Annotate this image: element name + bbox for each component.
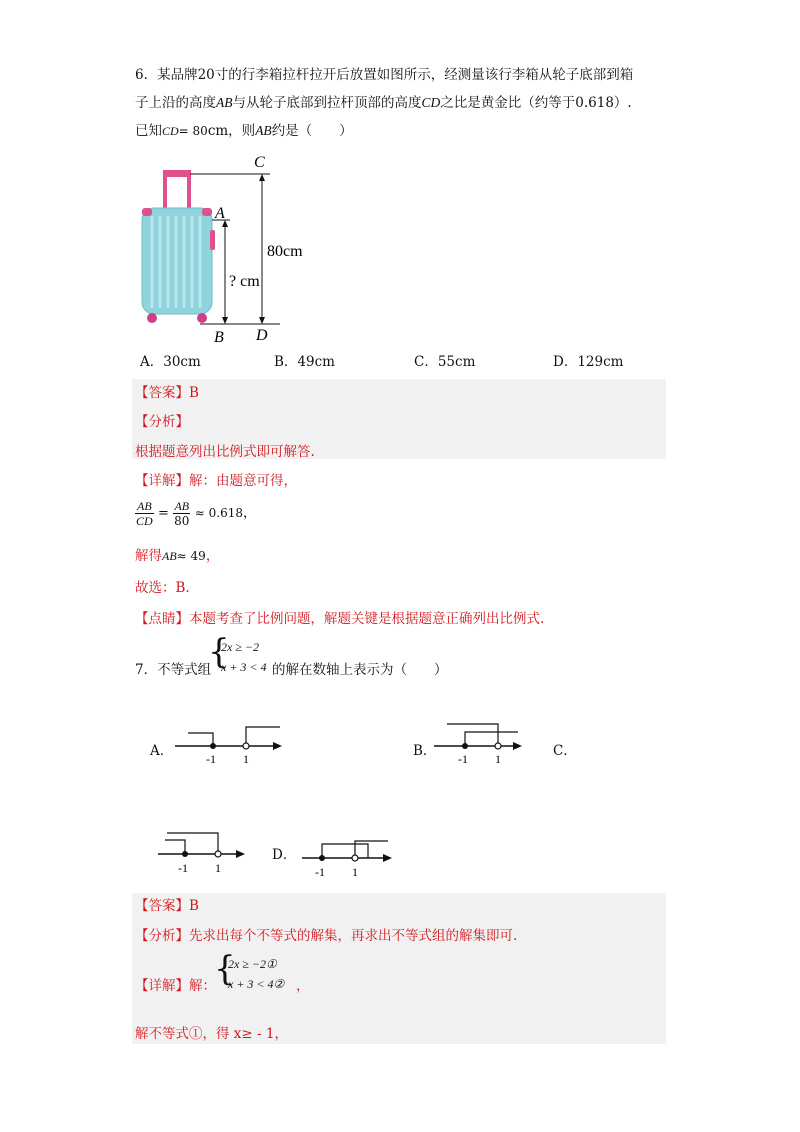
q7-step1: 解不等式①，得 x≥ - 1， <box>135 1026 288 1042</box>
q7-analysis: 【分析】先求出每个不等式的解集，再求出不等式组的解集即可. <box>135 928 518 944</box>
q7-system: 2x ≥ −2 x + 3 < 4 <box>221 640 267 674</box>
q7-detail-system: 2x ≥ −2① x + 3 < 4② <box>228 957 285 991</box>
q6-detail: 【详解】解：由题意可得， <box>135 473 297 489</box>
q6-stem-line1: 6．某品牌20寸的行李箱拉杆拉开后放置如图所示，经测量该行李箱从轮子底部到箱 <box>135 67 634 83</box>
q6-comment: 【点睛】本题考查了比例问题，解题关键是根据题意正确列出比例式. <box>135 611 545 627</box>
fraction-ab-cd: $\frac{AB}{CD}$ <box>136 499 153 528</box>
q7-detail-comma: ， <box>296 978 310 994</box>
suitcase-figure <box>130 150 310 350</box>
q6-analysis: 根据题意列出比例式即可解答. <box>135 444 315 460</box>
q6-stem-line3: 已知CD= 80cm，则AB约是（ ） <box>135 123 353 139</box>
label-c: C <box>254 154 265 171</box>
wheel-left <box>147 313 157 323</box>
q7-answer: 【答案】B <box>135 898 199 914</box>
label-b: B <box>214 329 224 346</box>
svg-text:-1: -1 <box>458 752 468 766</box>
label-80cm: 80cm <box>267 243 303 260</box>
svg-text:-1: -1 <box>178 861 188 875</box>
q6-option-c: C．55cm <box>414 354 476 370</box>
svg-text:1: 1 <box>495 752 501 766</box>
q6-option-b: B．49cm <box>274 354 335 370</box>
q7-brace: { <box>208 632 230 672</box>
q6-solve: 解得AB≈ 49， <box>135 548 220 564</box>
number-line-a <box>170 722 290 767</box>
fraction-ab-80: $\frac{AB}{80}$ <box>174 499 190 528</box>
label-a: A <box>215 205 225 222</box>
q7-option-c-label: C． <box>553 743 577 759</box>
q6-equation: $\frac{AB}{CD}$ = $\frac{AB}{80}$ ≈ 0.618， <box>136 499 257 528</box>
q6-choose: 故选：B. <box>135 580 190 596</box>
q6-stem-line2: 子上沿的高度AB与从轮子底部到拉杆顶部的高度CD之比是黄金比（约等于0.618）. <box>135 95 632 111</box>
svg-text:-1: -1 <box>206 752 216 766</box>
q6-option-d: D．129cm <box>553 354 624 370</box>
handle-grip <box>163 170 191 177</box>
q6-answer: 【答案】B <box>135 385 199 401</box>
q6-analysis-title: 【分析】 <box>135 414 189 430</box>
q6-option-a: A．30cm <box>140 354 201 370</box>
q7-stem-end: 的解在数轴上表示为（ ） <box>272 662 448 678</box>
number-line-d <box>300 832 400 882</box>
q7-stem: 7．不等式组 <box>135 662 212 678</box>
q7-option-a-label: A． <box>150 743 174 759</box>
label-unknown-cm: ? cm <box>229 273 260 290</box>
svg-text:-1: -1 <box>315 865 325 879</box>
q7-detail-brace: { <box>214 949 236 989</box>
q7-option-b-label: B． <box>413 743 437 759</box>
label-d: D <box>256 327 268 344</box>
trolley-handle <box>165 172 189 212</box>
number-line-b <box>432 718 532 768</box>
svg-text:1: 1 <box>243 752 249 766</box>
q7-detail: 【详解】解： <box>135 978 216 994</box>
q7-option-d-label: D． <box>272 847 297 863</box>
svg-text:1: 1 <box>352 865 358 879</box>
svg-text:1: 1 <box>215 861 221 875</box>
q7-answer-panel <box>132 893 666 1044</box>
wheel-right <box>197 313 207 323</box>
number-line-c <box>155 828 255 878</box>
